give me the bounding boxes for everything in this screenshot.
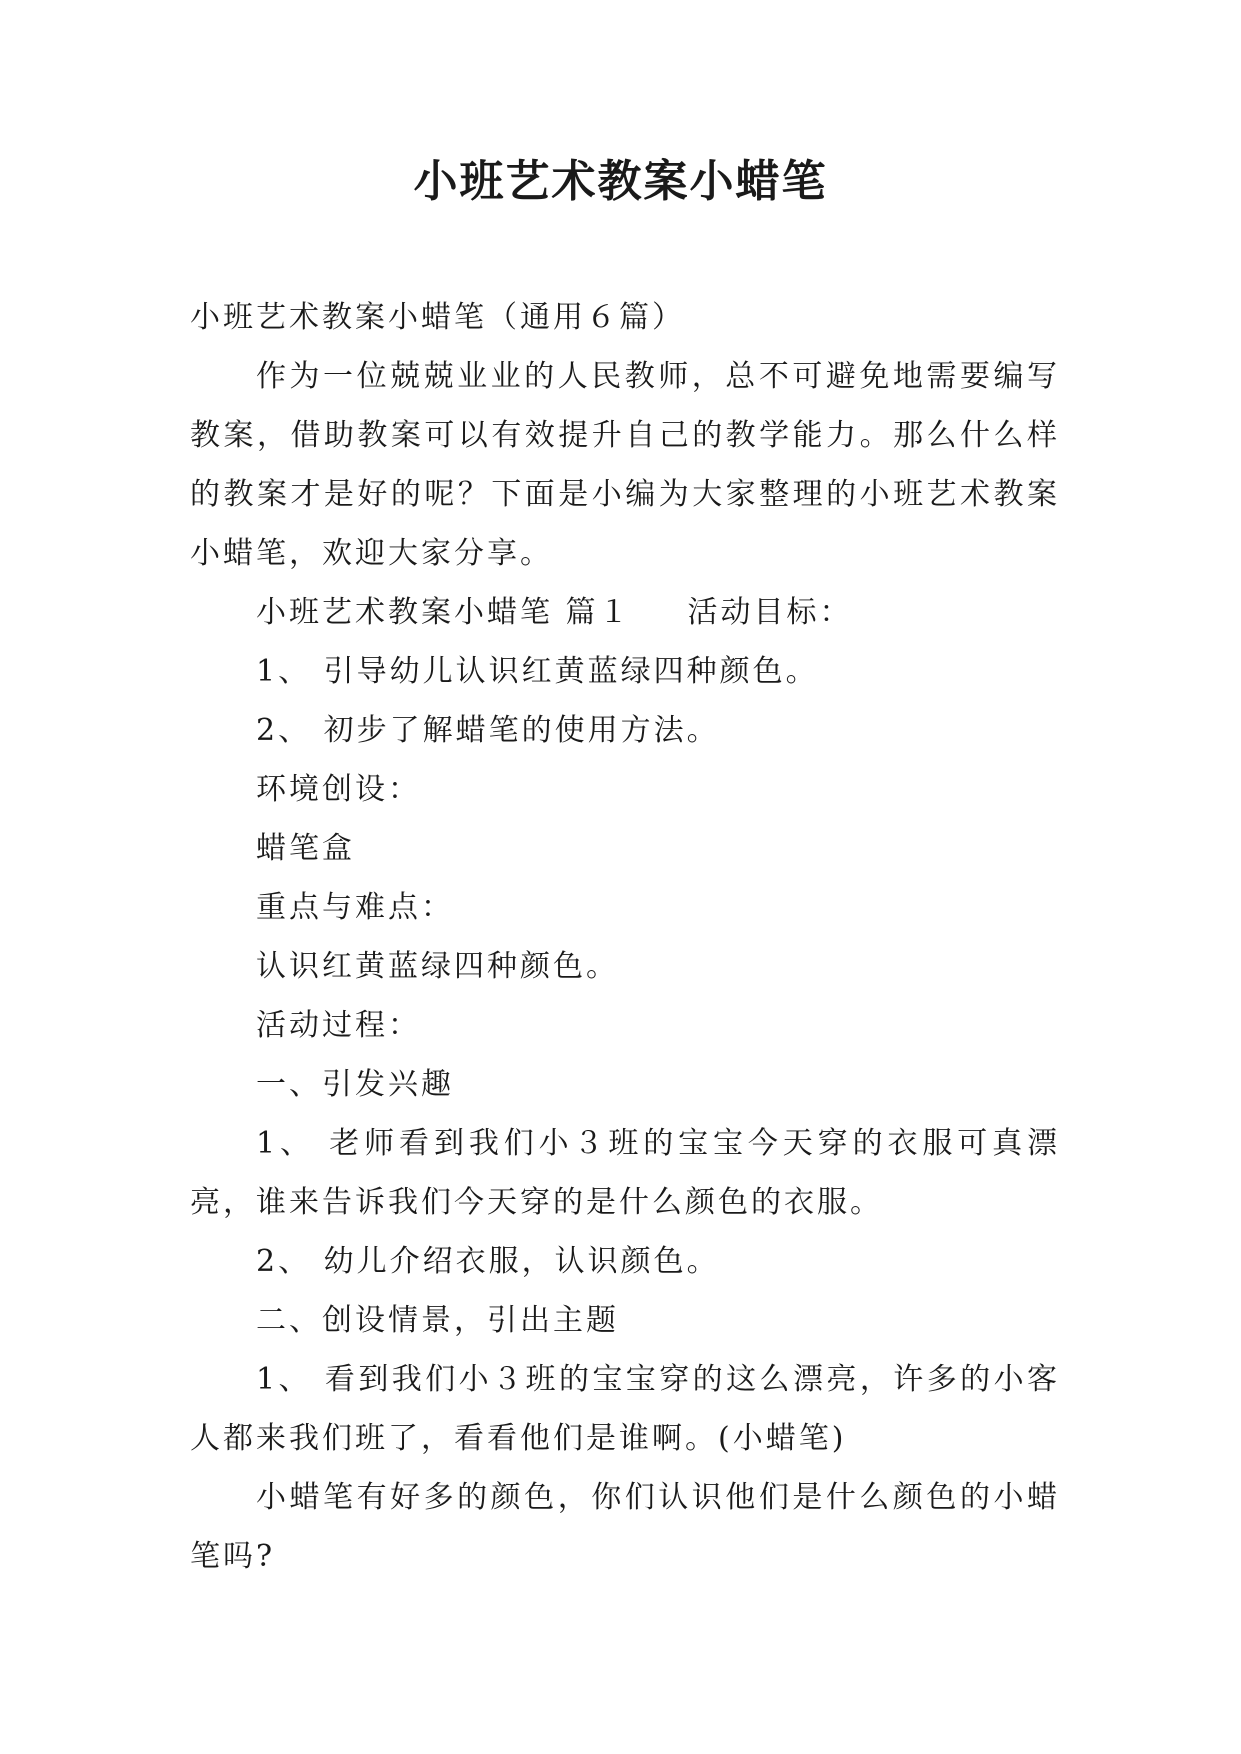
env-label: 环境创设：: [256, 772, 421, 807]
intro-paragraph: 作为一位兢兢业业的人民教师，总不可避免地需要编写教案，借助教案可以有效提升自己的教学能力。那么什么样的教案才是好的呢？下面是小编为大家整理的小班艺术教案小蜡笔，欢迎大家分享。: [190, 359, 1060, 571]
step-2-item-1: 1、 看到我们小３班的宝宝穿的这么漂亮，许多的小客人都来我们班了，看看他们是谁啊。(小蜡笔): [190, 1362, 1060, 1456]
key-value: 认识红黄蓝绿四种颜色。: [256, 949, 619, 984]
step-1-item-1: 1、 老师看到我们小３班的宝宝今天穿的衣服可真漂亮，谁来告诉我们今天穿的是什么颜色的衣服。: [190, 1126, 1060, 1220]
step-2-heading: 二、创设情景，引出主题: [256, 1303, 619, 1338]
goal-label: 活动目标：: [687, 595, 853, 630]
step-1-item-2: 2、 幼儿介绍衣服，认识颜色。: [256, 1244, 720, 1279]
process-label: 活动过程：: [256, 1008, 421, 1043]
goal-item-2: 2、 初步了解蜡笔的使用方法。: [256, 713, 720, 748]
key-label: 重点与难点：: [256, 890, 454, 925]
document-body: [190, 288, 1060, 1586]
goal-item-1: 1、 引导幼儿认识红黄蓝绿四种颜色。: [256, 654, 819, 689]
document-title: 小班艺术教案小蜡笔: [413, 156, 828, 207]
document-subtitle: 小班艺术教案小蜡笔（通用６篇）: [190, 300, 685, 335]
step-2-note: 小蜡笔有好多的颜色，你们认识他们是什么颜色的小蜡笔吗?: [190, 1480, 1060, 1574]
section-heading: 小班艺术教案小蜡笔 篇１: [256, 595, 632, 630]
step-1-heading: 一、引发兴趣: [256, 1067, 454, 1102]
section-heading-line: [190, 583, 1060, 642]
env-value: 蜡笔盒: [256, 831, 355, 866]
